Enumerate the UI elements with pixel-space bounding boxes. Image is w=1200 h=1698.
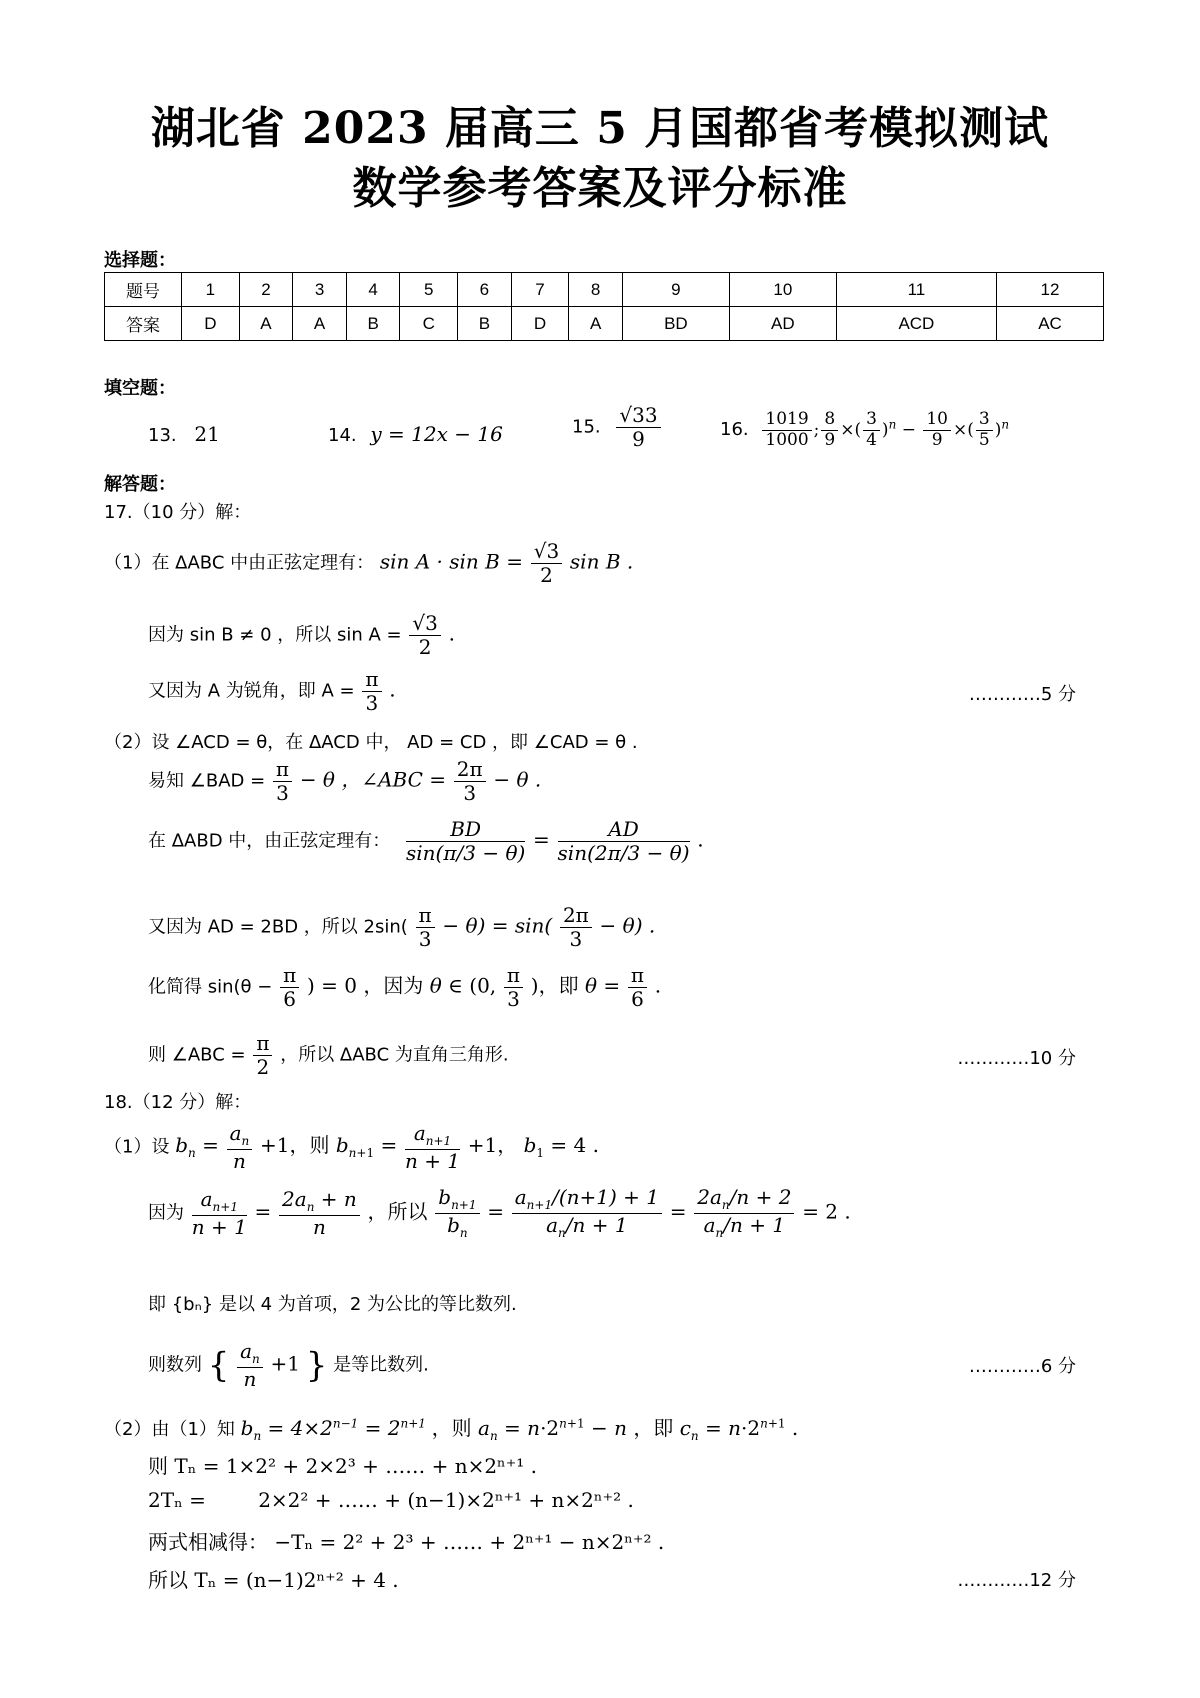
answer-cell: B (458, 307, 512, 341)
answer-cell: A (239, 307, 293, 341)
question-number: 5 (400, 273, 458, 307)
problem-17-line-6: 在 ΔABD 中，由正弦定理有： $\frac{BD}{\sin(\pi/3 - \theta)}$ = $\frac{AD}{\sin(2\pi/3 - \theta)}$ . (148, 817, 704, 865)
problem-18-header: 18.（12 分）解： (104, 1092, 252, 1113)
problem-17-line-9 (148, 1032, 509, 1079)
problem-18-line-6: 则 Tₙ = 1×2² + 2×2³ + …… + n×2ⁿ⁺¹ . (148, 1454, 537, 1478)
question-number: 1 (182, 273, 240, 307)
section-solve-label: 解答题： (104, 474, 176, 495)
problem-17-line-2: 因为 sin B ≠ 0 ，所以 sin A = $\frac{√3}{2}$ . (148, 611, 455, 659)
step-text: ，所以 ΔABC 为直角三角形. (280, 1044, 509, 1066)
fraction: $\frac{√3}{2}$ (409, 612, 440, 659)
fraction: $\frac{\pi}{2}$ (253, 1032, 272, 1079)
problem-18-line-1: （1）设 $b_n$ = $\frac{a_n}{n}$ +1，则 $b_{n+1}$ = $\frac{a_{n+1}}{n + 1}$ +1， $b_1 = 4$ . (104, 1121, 599, 1173)
numerator: 1019 (762, 410, 811, 431)
question-number: 11 (836, 273, 996, 307)
step-text: （2）由（1）知 (104, 1419, 235, 1440)
question-number: 2 (239, 273, 293, 307)
step-text: 易知 ∠BAD = (148, 770, 266, 792)
problem-17-line-7: 又因为 AD = 2BD ，所以 2sin( $\frac{\pi}{3}$ − θ) = sin( $\frac{2\pi}{3}$ − θ) . (148, 903, 656, 951)
question-number: 12 (997, 273, 1104, 307)
question-number: 16. (720, 419, 749, 441)
problem-18-line-2: 因为 $\frac{a_{n+1}}{n + 1}$ = $\frac{2a_n + n}{n}$ ，所以 $\frac{b_{n+1}}{b_n}$ = $\frac{a_{n+1}/(n+1) + 1}{a_n/n + 1}$ = $\frac{2a_n/n + 2}{a_n/n + 1}$ = 2 . (148, 1185, 851, 1240)
fill-answer-15 (572, 404, 663, 451)
step-text: （1）设 (104, 1136, 170, 1158)
score-marker: …………5 分 (968, 684, 1076, 705)
fraction (616, 404, 660, 451)
step-text: 在 ΔABD 中，由正弦定理有： (148, 830, 391, 852)
answer-value: y = 12x − 16 (370, 422, 503, 446)
step-text: 2Tₙ = (148, 1488, 206, 1512)
answer-cell: AC (997, 307, 1104, 341)
question-number: 14. (328, 425, 357, 446)
step-text: 又因为 A 为锐角，即 A = (148, 680, 355, 702)
step-text: 则数列 (148, 1354, 202, 1376)
step-text: 因为 (148, 1202, 184, 1224)
step-text: 又因为 AD = 2BD ，所以 2sin( (148, 916, 408, 938)
step-text: 化简得 sin(θ − (148, 976, 273, 998)
fraction: $\frac{√3}{2}$ (531, 540, 562, 587)
fraction: $\frac{BD}{\sin(\pi/3 - \theta)}$ (406, 817, 526, 865)
fraction: $\frac{\pi}{6}$ (628, 964, 647, 1011)
problem-18-line-4: 则数列 { $\frac{a_n}{n}$ +1 } 是等比数列. (148, 1339, 429, 1391)
question-number: 9 (622, 273, 729, 307)
choice-answer-table (104, 272, 1104, 341)
question-number: 10 (729, 273, 836, 307)
question-number: 13. (148, 425, 177, 446)
fraction: $\frac{\pi}{3}$ (416, 904, 435, 951)
fill-answer-14 (328, 422, 503, 446)
fraction: $\frac{\pi}{3}$ (273, 758, 292, 805)
problem-17-line-1: （1）在 ΔABC 中由正弦定理有： sin A · sin B = $\frac{√3}{2}$ sin B . (104, 539, 634, 587)
fraction (762, 410, 811, 450)
fraction: $\frac{a_{n+1}}{n + 1}$ (191, 1186, 247, 1239)
score-marker: …………10 分 (957, 1048, 1076, 1069)
section-choice-label: 选择题： (104, 250, 176, 271)
step-text: 是等比数列. (333, 1354, 429, 1376)
table-row (105, 273, 1104, 307)
fraction: $\frac{a_{n+1}}{n + 1}$ (404, 1121, 461, 1173)
section-fill-label: 填空题： (104, 378, 176, 399)
fraction: $\frac{b_{n+1}}{b_n}$ (435, 1186, 479, 1241)
page-subtitle: 数学参考答案及评分标准 (352, 163, 848, 214)
numerator: √33 (616, 404, 660, 428)
question-number: 8 (569, 273, 623, 307)
answer-cell: AD (729, 307, 836, 341)
problem-17-header: 17.（10 分）解： (104, 502, 252, 523)
step-text: （1）在 ΔABC 中由正弦定理有： (104, 552, 375, 574)
fraction: $\frac{2a_n/n + 2}{a_n/n + 1}$ (694, 1186, 794, 1241)
question-number: 15. (572, 416, 601, 438)
problem-18-line-3: 即 {bₙ} 是以 4 为首项，2 为公比的等比数列. (148, 1294, 517, 1315)
problem-18-line-5: （2）由（1）知 $b_n = 4\times 2^{n-1} = 2^{n+1}$ ，则 $a_n = n\cdot 2^{n+1} - n$ ，即 $c_n = n\cdot 2^{n+1}$ . (104, 1416, 799, 1443)
answer-cell: D (182, 307, 240, 341)
answer-cell: B (346, 307, 400, 341)
step-text: 2×2² + …… + (n−1)×2ⁿ⁺¹ + n×2ⁿ⁺² . (258, 1488, 634, 1512)
problem-17-line-4: （2）设 ∠ACD = θ，在 ΔACD 中， AD = CD ，即 ∠CAD = θ . (104, 732, 638, 753)
step-text: 则 ∠ABC = (148, 1044, 246, 1066)
fill-answer-13 (148, 422, 220, 446)
answer-cell: ACD (836, 307, 996, 341)
table-row (105, 307, 1104, 341)
fraction: $\frac{\pi}{3}$ (504, 964, 523, 1011)
answer-cell: D (511, 307, 569, 341)
fill-answer-16: 16. $\frac{1019}{1000}$ ; $\frac{8}{9}$ ×( $\frac{3}{4}$ )$^n$ − $\frac{10}{9}$ ×( $\frac{3}{5}$ )$^n$ (720, 409, 1010, 450)
fraction: $\frac{AD}{\sin(2\pi/3 - \theta)}$ (557, 817, 690, 865)
problem-17-line-5: 易知 ∠BAD = $\frac{\pi}{3}$ − θ ，∠ABC = $\frac{2\pi}{3}$ − θ . (148, 757, 542, 805)
score-marker: …………12 分 (957, 1570, 1076, 1591)
answer-value: 21 (194, 422, 220, 446)
problem-17-line-8: 化简得 sin(θ − $\frac{\pi}{6}$ ) = 0 ，因为 θ ∈ (0, $\frac{\pi}{3}$ )，即 θ = $\frac{\pi}{6}$ . (148, 963, 662, 1011)
table-row-head: 答案 (105, 307, 182, 341)
problem-17-line-3: 又因为 A 为锐角，即 A = $\frac{\pi}{3}$ . (148, 667, 396, 715)
fraction: $\frac{a_n}{n}$ (237, 1340, 263, 1391)
fraction: $\frac{2\pi}{3}$ (560, 904, 592, 951)
question-number: 7 (511, 273, 569, 307)
page-title: 湖北省 2023 届高三 5 月国都省考模拟测试 (150, 103, 1050, 154)
fraction: $\frac{2a_n + n}{n}$ (279, 1188, 360, 1239)
question-number: 3 (293, 273, 347, 307)
problem-18-line-7 (148, 1488, 634, 1512)
table-row-head: 题号 (105, 273, 182, 307)
fraction: $\frac{\pi}{6}$ (280, 964, 299, 1011)
fraction: $\frac{a_{n+1}/(n+1) + 1}{a_n/n + 1}$ (512, 1186, 662, 1241)
answer-cell: A (293, 307, 347, 341)
answer-cell: C (400, 307, 458, 341)
fraction: $\frac{a_n}{n}$ (227, 1122, 253, 1173)
answer-cell: BD (622, 307, 729, 341)
score-marker: …………6 分 (968, 1356, 1076, 1377)
question-number: 6 (458, 273, 512, 307)
problem-18-line-8: 两式相减得： −Tₙ = 2² + 2³ + …… + 2ⁿ⁺¹ − n×2ⁿ⁺² . (148, 1530, 665, 1554)
denominator: 9 (632, 427, 645, 451)
fraction: $\frac{\pi}{3}$ (362, 668, 381, 715)
step-text: 因为 sin B ≠ 0 ，所以 sin A = (148, 624, 402, 646)
problem-18-line-9: 所以 Tₙ = (n−1)2ⁿ⁺² + 4 . (148, 1568, 399, 1592)
question-number: 4 (346, 273, 400, 307)
answer-cell: A (569, 307, 623, 341)
denominator: 1000 (765, 429, 809, 450)
fraction: $\frac{2\pi}{3}$ (454, 758, 486, 805)
